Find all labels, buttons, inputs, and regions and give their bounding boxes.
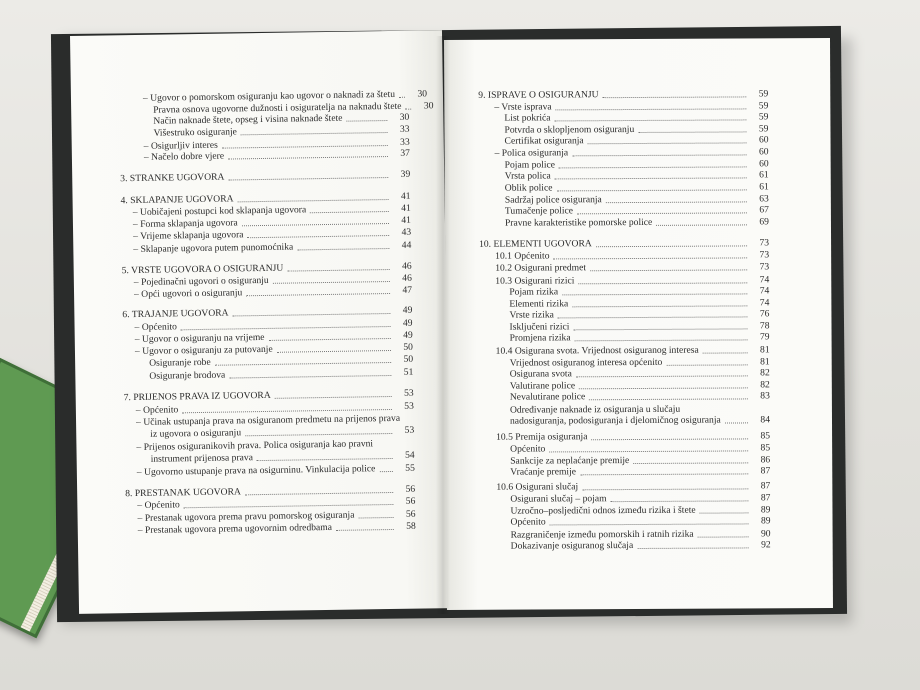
toc-entry-label: Sadržaj police osiguranja	[504, 194, 602, 206]
dot-leader	[287, 269, 389, 272]
toc-entry-label: 6. TRAJANJE UGOVORA	[122, 307, 229, 321]
dot-leader	[572, 154, 746, 156]
dot-leader	[347, 120, 388, 122]
toc-entry-label: Uzročno–posljedični odnos između rizika i štete	[510, 504, 696, 517]
dot-leader	[310, 211, 389, 213]
toc-entry-page-number: 74	[759, 274, 770, 286]
toc-entry-label: 10. ELEMENTI UGOVORA	[479, 238, 592, 250]
toc-entry-page-number: 37	[400, 147, 410, 159]
toc-entry-label: Dokazivanje osiguranog slučaja	[510, 540, 634, 552]
dot-leader	[578, 282, 747, 284]
toc-entry-label: List pokrića	[504, 112, 551, 124]
toc-entry	[479, 237, 769, 250]
toc-entry-page-number: 49	[402, 304, 413, 316]
toc-entry	[505, 169, 769, 181]
toc-entry-page-number: 44	[401, 239, 412, 251]
toc-entry-page-number: 41	[400, 190, 411, 202]
dot-leader	[611, 500, 749, 502]
toc-entry-label: Osigurani slučaj – pojam	[510, 493, 607, 505]
dot-leader	[633, 462, 748, 464]
toc-entry-label: Razgraničenje između pomorskih i ratnih rizika	[510, 528, 694, 541]
toc-entry-label: Vraćanje premije	[510, 466, 577, 478]
dot-leader	[554, 257, 748, 259]
toc-entry	[510, 390, 770, 402]
dot-leader	[638, 131, 746, 133]
toc-entry	[478, 88, 768, 101]
dot-leader	[589, 398, 748, 400]
toc-entry-label: Općenito	[510, 443, 546, 455]
dot-leader	[184, 504, 394, 508]
dot-leader	[549, 450, 748, 452]
dot-leader	[637, 547, 748, 549]
toc-entry-page-number: 41	[401, 214, 412, 226]
toc-entry-label: – Osigurljiv interes	[143, 139, 218, 152]
dot-leader	[233, 313, 391, 316]
toc-entry-page-number: 61	[759, 169, 769, 181]
dot-leader	[405, 109, 411, 110]
dot-leader	[336, 529, 394, 531]
toc-entry-label: 8. PRESTANAK UGOVORA	[125, 486, 241, 500]
toc-entry-label: Određivanje naknade iz osiguranja u slučaju	[509, 403, 681, 416]
toc-entry-page-number: 63	[759, 193, 769, 205]
dot-leader	[666, 364, 747, 365]
dot-leader	[556, 108, 747, 110]
dot-leader	[698, 536, 749, 537]
toc-entry-page-number: 59	[758, 88, 769, 100]
dot-leader	[725, 422, 748, 423]
dot-leader	[591, 438, 748, 440]
toc-entry-label: – Općenito	[134, 321, 178, 334]
toc-entry-label: – Općenito	[137, 499, 180, 511]
toc-entry-page-number: 56	[405, 508, 416, 520]
dot-leader	[273, 281, 390, 284]
toc-entry-label: Oblik police	[504, 182, 553, 194]
dot-leader	[248, 235, 390, 238]
toc-entry-page-number: 51	[403, 366, 414, 378]
toc-entry-label: Osigurana svota	[509, 368, 572, 380]
toc-entry	[509, 285, 769, 297]
toc-entry-label: – Ugovor o osiguranju za putovanje	[134, 343, 273, 358]
toc-entry	[509, 308, 769, 320]
toc-entry-label: 10.4 Osigurana svota. Vrijednost osiguranog interesa	[495, 344, 699, 357]
dot-leader	[590, 269, 747, 271]
dot-leader	[577, 212, 747, 214]
toc-entry	[510, 367, 770, 379]
toc-entry-label: – Ugovorno ustupanje prava na osigurninu. Vinkulacija police	[136, 463, 376, 479]
dot-leader	[275, 396, 392, 399]
dot-leader	[559, 166, 747, 168]
toc-entry-page-number: 30	[423, 100, 434, 112]
toc-entry-page-number: 30	[417, 88, 428, 100]
toc-entry-page-number: 87	[760, 492, 771, 504]
toc-entry	[510, 492, 770, 504]
toc-entry-page-number: 53	[404, 400, 414, 412]
right-page	[444, 38, 833, 610]
toc-entry	[137, 463, 415, 478]
toc-entry-page-number: 87	[760, 465, 771, 477]
toc-entry-label: Osiguranje robe	[149, 356, 211, 369]
dot-leader	[606, 201, 747, 203]
toc-entry-label: Način naknade štete, opseg i visina naknade štete	[153, 112, 343, 127]
toc-entry-label: – Učinak ustupanja prava na osiguranom predmetu na prijenos prava	[135, 412, 401, 429]
toc-entry	[495, 146, 769, 158]
toc-entry-page-number: 61	[759, 181, 769, 193]
toc-entry-label: 10.6 Osigurani slučaj	[496, 481, 579, 493]
toc-entry-label: – Vrijeme sklapanja ugovora	[133, 229, 244, 243]
dot-leader	[245, 492, 393, 495]
toc-entry-page-number: 43	[401, 226, 412, 238]
dot-leader	[229, 375, 391, 379]
toc-entry-page-number: 46	[402, 272, 412, 284]
dot-leader	[269, 338, 391, 341]
toc-entry	[504, 111, 768, 123]
toc-entry-label: – Pojedinačni ugovori o osiguranju	[133, 274, 269, 289]
toc-entry-label: – Sklapanje ugovora putem punomoćnika	[133, 241, 294, 256]
dot-leader	[238, 199, 389, 202]
toc-entry-page-number: 83	[760, 390, 770, 402]
toc-entry-label: Potvrda o sklopljenom osiguranju	[504, 124, 635, 136]
toc-entry-page-number: 59	[758, 111, 769, 123]
toc-entry-page-number: 60	[758, 134, 769, 146]
toc-entry-label: Općenito	[510, 516, 546, 528]
toc-entry	[133, 240, 411, 255]
toc-entry-page-number: 69	[759, 216, 769, 228]
toc-entry-page-number: 39	[400, 168, 411, 180]
toc-entry-label: nadosiguranja, podosiguranja i djelomičnog osiguranja	[509, 414, 721, 427]
dot-leader	[555, 119, 747, 121]
toc-entry-label: – Polica osiguranja	[494, 147, 569, 159]
toc-entry	[510, 515, 770, 527]
toc-entry-label: – Načelo dobre vjere	[143, 150, 225, 163]
toc-entry-label: Vrijednost osiguranog interesa općenito	[509, 356, 663, 369]
toc-entry-page-number: 86	[760, 454, 771, 466]
toc-entry	[510, 331, 770, 343]
toc-entry-page-number: 81	[760, 356, 770, 368]
toc-entry-page-number: 89	[760, 515, 771, 527]
toc-entry	[505, 204, 769, 216]
toc-entry-label: – Prijenos osiguranikovih prava. Polica osiguranja kao pravni	[136, 438, 374, 454]
toc-entry-page-number: 53	[404, 424, 415, 436]
toc-entry-label: iz ugovora o osiguranju	[150, 427, 242, 440]
dot-leader	[582, 488, 748, 490]
dot-leader	[603, 96, 747, 98]
toc-entry-page-number: 82	[760, 367, 770, 379]
toc-entry-page-number: 76	[759, 308, 770, 320]
toc-entry-label: – Ugovor o pomorskom osiguranju kao ugovor o naknadi za štetu	[142, 88, 396, 104]
toc-entry-page-number: 56	[405, 483, 416, 495]
dot-leader	[573, 328, 747, 330]
toc-entry-page-number: 33	[399, 123, 410, 135]
toc-entry-page-number: 60	[759, 158, 769, 170]
toc-entry-page-number: 87	[760, 480, 771, 492]
dot-leader	[228, 177, 388, 181]
dot-leader	[241, 132, 388, 135]
toc-entry-page-number: 58	[406, 520, 416, 532]
dot-leader	[558, 316, 748, 318]
toc-entry-page-number: 85	[760, 430, 771, 442]
toc-entry-label: Nevalutirane police	[509, 391, 586, 403]
toc-entry-page-number: 73	[759, 237, 770, 249]
toc-entry	[505, 181, 769, 193]
toc-entry-page-number: 84	[760, 414, 771, 426]
dot-leader	[579, 387, 748, 389]
toc-entry-label: – Uobičajeni postupci kod sklapanja ugovora	[132, 204, 307, 219]
dot-leader	[358, 517, 393, 519]
dot-leader	[257, 458, 393, 461]
dot-leader	[656, 224, 747, 225]
toc-entry-label: Višestruko osiguranje	[153, 126, 237, 139]
toc-entry-label: 9. ISPRAVE O OSIGURANJU	[478, 89, 599, 101]
dot-leader	[399, 97, 405, 98]
toc-entry-label: 10.3 Osigurani rizici	[495, 275, 575, 287]
toc-entry-page-number: 49	[403, 329, 413, 341]
dot-leader	[562, 293, 747, 295]
toc-entry-label: Pravne karakteristike pomorske police	[504, 216, 653, 229]
toc-entry	[495, 249, 769, 261]
toc-entry-label: Promjena rizika	[509, 332, 571, 344]
toc-entry-label: – Vrste isprava	[494, 101, 552, 113]
toc-entry-label: Certifikat osiguranja	[504, 135, 584, 147]
toc-entry-label: 10.1 Općenito	[495, 250, 550, 262]
dot-leader	[550, 523, 749, 525]
book-gutter	[436, 36, 450, 614]
toc-entry-page-number: 55	[405, 462, 415, 474]
toc-entry-page-number: 59	[758, 123, 769, 135]
toc-entry	[496, 430, 770, 442]
toc-entry-page-number: 54	[404, 449, 415, 461]
toc-entry-page-number: 67	[759, 204, 769, 216]
toc-entry-label: – Prestanak ugovora prema pravu pomorskog osiguranja	[137, 509, 355, 524]
toc-entry	[510, 442, 770, 454]
toc-entry	[120, 169, 410, 185]
dot-leader	[580, 473, 748, 475]
toc-entry-label: – Prestanak ugovora prema ugovornim odredbama	[137, 521, 333, 536]
toc-entry-page-number: 53	[403, 387, 414, 399]
toc-entry-page-number: 79	[759, 331, 770, 343]
toc-entry-page-number: 46	[401, 260, 412, 272]
toc-entry-page-number: 78	[759, 320, 770, 332]
toc-entry-label: 10.2 Osigurani predmet	[495, 262, 587, 274]
toc-entry-page-number: 60	[758, 146, 769, 158]
dot-leader	[588, 142, 747, 144]
toc-entry-page-number: 73	[759, 249, 770, 261]
toc-entry-label: 4. SKLAPANJE UGOVORA	[120, 193, 234, 207]
dot-leader	[575, 339, 748, 341]
toc-entry-page-number: 81	[760, 344, 770, 356]
toc-entry-page-number: 85	[760, 442, 771, 454]
toc-entry-label: Pojam rizika	[509, 286, 559, 298]
left-page	[70, 30, 451, 614]
dot-leader	[572, 305, 747, 307]
toc-entry-page-number: 49	[402, 317, 413, 329]
dot-leader	[242, 223, 389, 226]
toc-entry-label: Valutirane police	[509, 380, 576, 392]
toc-entry-page-number: 41	[401, 202, 411, 214]
toc-entry-label: 10.5 Premija osiguranja	[496, 431, 588, 443]
toc-entry-page-number: 92	[761, 539, 771, 551]
toc-entry-page-number: 74	[759, 285, 770, 297]
toc-entry-label: 3. STRANKE UGOVORA	[120, 171, 225, 185]
toc-entry-page-number: 30	[399, 111, 410, 123]
toc-entry-label: Tumačenje police	[504, 205, 574, 217]
toc-entry-page-number: 50	[403, 341, 414, 353]
dot-leader	[228, 156, 388, 160]
toc-entry	[496, 480, 770, 492]
toc-entry	[495, 261, 769, 273]
toc-entry-label: Osiguranje brodova	[149, 369, 226, 382]
dot-leader	[596, 245, 747, 247]
toc-entry-label: – Ugovor o osiguranju na vrijeme	[134, 331, 265, 346]
toc-entry-label: – Opći ugovori o osiguranju	[133, 287, 243, 301]
toc-entry-page-number: 82	[760, 379, 770, 391]
toc-entry-label: Vrste rizika	[509, 309, 554, 321]
toc-entry	[496, 344, 770, 356]
toc-entry-label: Elementi rizika	[509, 298, 569, 310]
toc-entry-page-number: 74	[759, 297, 770, 309]
toc-entry-page-number: 47	[402, 284, 413, 296]
dot-leader	[297, 248, 389, 250]
toc-entry-page-number: 33	[400, 136, 410, 148]
dot-leader	[277, 350, 391, 353]
toc-entry-label: Vrsta polica	[504, 170, 551, 182]
toc-entry-label: – Forma sklapanja ugovora	[132, 217, 238, 231]
toc-entry-page-number: 89	[760, 504, 771, 516]
toc-entry-label: 7. PRIJENOS PRAVA IZ UGOVORA	[123, 389, 271, 404]
toc-entry-page-number: 90	[760, 528, 771, 540]
toc-entry	[505, 216, 769, 228]
toc-entry-page-number: 73	[759, 261, 770, 273]
dot-leader	[700, 512, 749, 513]
toc-entry-page-number: 59	[758, 100, 769, 112]
toc-entry	[149, 367, 413, 382]
dot-leader	[556, 189, 746, 191]
toc-entry-label: Sankcije za neplaćanje premije	[510, 455, 630, 467]
dot-leader	[576, 375, 748, 377]
dot-leader	[555, 177, 747, 179]
toc-entry-label: Isključeni rizici	[509, 321, 570, 333]
toc-entry	[511, 539, 771, 551]
toc-entry-label: instrument prijenosa prava	[150, 452, 254, 465]
toc-entry	[505, 134, 769, 146]
toc-entry	[510, 414, 770, 426]
dot-leader	[703, 352, 748, 353]
dot-leader	[246, 293, 390, 296]
toc-entry-page-number: 56	[405, 495, 416, 507]
dot-leader	[215, 362, 391, 366]
toc-entry-label: Pravna osnova ugovorne dužnosti i osiguratelja na naknadu štete	[153, 100, 402, 116]
toc-entry-page-number: 50	[403, 353, 414, 365]
toc-entry-label: – Općenito	[135, 404, 179, 417]
toc-entry-label: Pojam police	[504, 159, 556, 171]
toc-entry	[510, 465, 770, 477]
dot-leader	[379, 471, 392, 472]
toc-entry-label: 5. VRSTE UGOVORA O OSIGURANJU	[121, 262, 284, 277]
dot-leader	[245, 433, 392, 436]
